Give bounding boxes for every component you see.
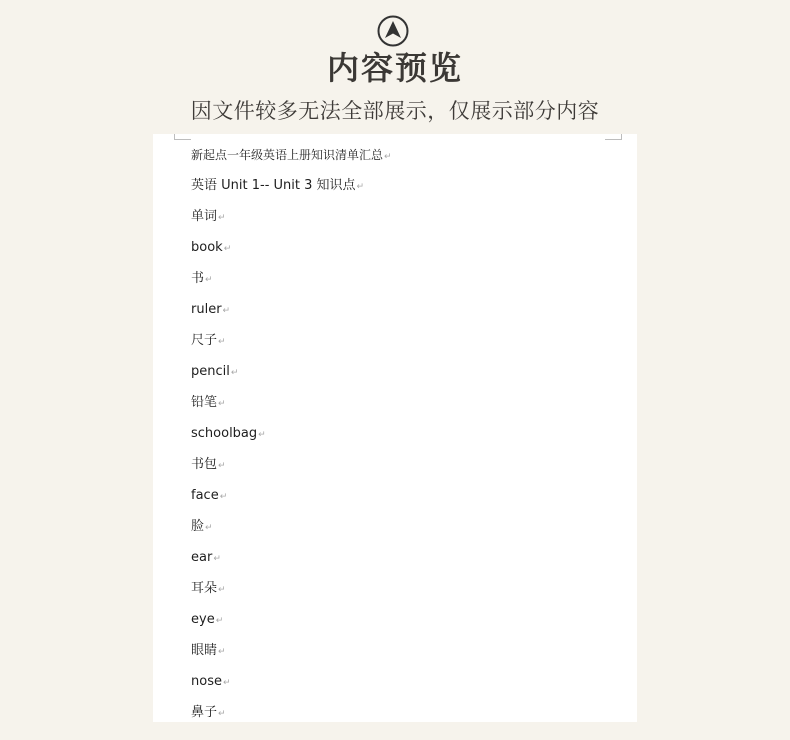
line-text: 新起点一年级英语上册知识清单汇总 [191,148,384,162]
line-text: 书 [191,271,205,286]
paragraph-mark-icon: ↵ [222,678,231,688]
paragraph-mark-icon: ↵ [218,585,226,595]
document-line [191,516,611,547]
paragraph-mark-icon: ↵ [205,523,213,533]
line-text: schoolbag [191,426,258,441]
paragraph-mark-icon: ↵ [230,368,239,378]
paragraph-mark-icon: ↵ [215,616,224,626]
paragraph-mark-icon: ↵ [218,461,226,471]
line-text: 单词 [191,209,218,224]
document-line [191,454,611,485]
document-line [191,423,611,454]
page-corner-mark-left [174,134,191,140]
paragraph-mark-icon: ↵ [384,152,392,162]
line-text: 铅笔 [191,395,218,410]
document-line [191,702,611,722]
page-title: 内容预览 [326,49,463,87]
document-line [191,392,611,423]
line-text: ruler [191,302,222,317]
line-text: face [191,488,219,503]
document-line [191,547,611,578]
paragraph-mark-icon: ↵ [218,213,226,223]
paragraph-mark-icon: ↵ [222,306,231,316]
paragraph-mark-icon: ↵ [218,337,226,347]
paragraph-mark-icon: ↵ [218,399,226,409]
line-text: ear [191,550,213,565]
document-line [191,330,611,361]
paragraph-mark-icon: ↵ [218,709,226,719]
paragraph-mark-icon: ↵ [219,492,228,502]
line-text: pencil [191,364,230,379]
document-line [191,361,611,392]
document-line [191,175,611,206]
document-line [191,206,611,237]
document-preview-page [153,134,637,722]
paragraph-mark-icon: ↵ [205,275,213,285]
line-text: 书包 [191,457,218,472]
page-subtitle: 因文件较多无法全部展示，仅展示部分内容 [190,99,600,123]
line-text: eye [191,612,215,627]
line-text: 鼻子 [191,705,218,720]
document-line [191,268,611,299]
document-line [191,144,611,175]
document-line [191,671,611,702]
preview-header [0,0,790,132]
line-text: 英语 Unit 1-- Unit 3 知识点 [191,178,356,193]
line-text: 脸 [191,519,205,534]
paragraph-mark-icon: ↵ [213,554,221,564]
up-arrow-circle-icon[interactable] [377,15,409,47]
paragraph-mark-icon: ↵ [356,182,365,192]
page-corner-mark-right [605,134,622,140]
paragraph-mark-icon: ↵ [218,647,226,657]
line-text: nose [191,674,222,689]
document-line [191,299,611,330]
document-line [191,609,611,640]
document-line [191,640,611,671]
line-text: 眼睛 [191,643,218,658]
line-text: 耳朵 [191,581,218,596]
document-line [191,485,611,516]
line-text: book [191,240,223,255]
paragraph-mark-icon: ↵ [258,430,266,440]
document-line [191,578,611,609]
document-line [191,237,611,268]
document-lines [191,144,611,722]
paragraph-mark-icon: ↵ [223,244,232,254]
line-text: 尺子 [191,333,218,348]
